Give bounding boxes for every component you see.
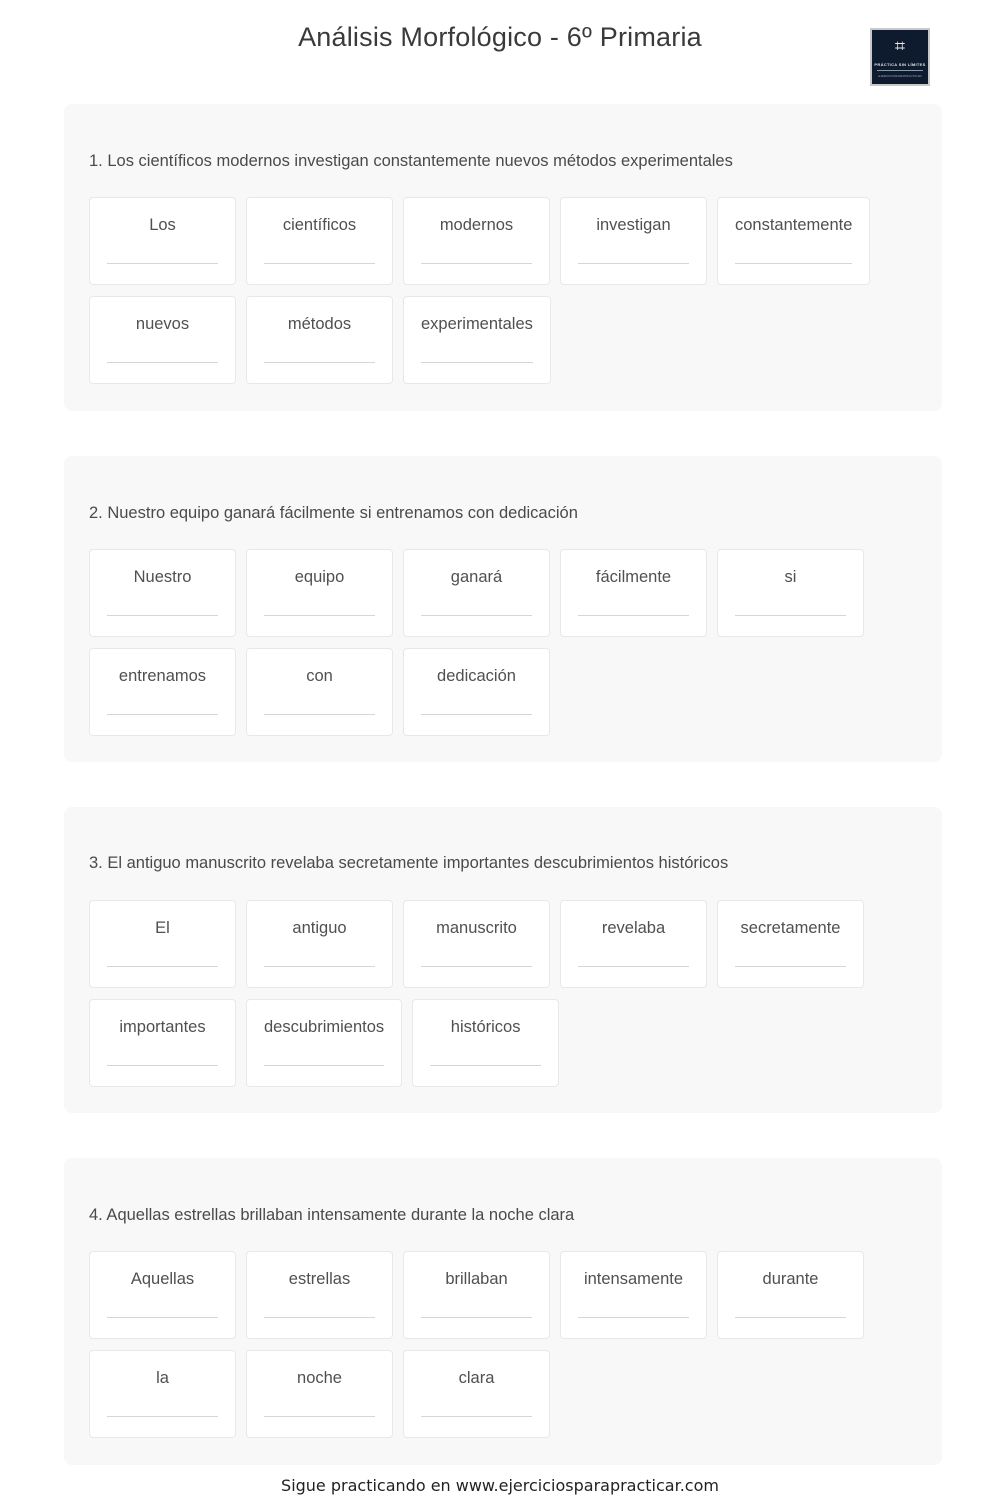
word-box[interactable] — [246, 549, 393, 637]
answer-line[interactable] — [421, 1416, 532, 1417]
answer-line[interactable] — [107, 966, 218, 967]
word-label: con — [306, 667, 333, 685]
word-box[interactable] — [560, 900, 707, 988]
word-label: Nuestro — [133, 568, 192, 586]
answer-line[interactable] — [107, 714, 218, 715]
brand-logo — [870, 28, 930, 86]
answer-line[interactable] — [421, 714, 532, 715]
word-label: importantes — [119, 1018, 206, 1036]
answer-line[interactable] — [264, 1416, 375, 1417]
page-title: Análisis Morfológico - 6º Primaria — [298, 22, 702, 52]
word-box[interactable] — [403, 549, 550, 637]
exercise-card-4 — [64, 1158, 942, 1465]
exercise-card-2 — [64, 456, 942, 762]
answer-line[interactable] — [735, 263, 852, 264]
word-box[interactable] — [403, 197, 550, 285]
word-label: la — [156, 1369, 169, 1387]
word-box[interactable] — [246, 1350, 393, 1438]
exercise-title: 2. Nuestro equipo ganará fácilmente si entrenamos con dedicación — [89, 504, 578, 522]
answer-line[interactable] — [107, 1416, 218, 1417]
word-grid — [89, 900, 919, 1087]
word-box[interactable] — [246, 900, 393, 988]
word-box[interactable] — [403, 648, 550, 736]
logo-mark-icon: ⌗ — [894, 36, 906, 57]
word-box[interactable] — [412, 999, 559, 1087]
answer-line[interactable] — [264, 1317, 375, 1318]
exercise-card-1 — [64, 104, 942, 411]
word-label: clara — [458, 1369, 495, 1387]
word-label: intensamente — [583, 1270, 684, 1288]
word-box[interactable] — [89, 648, 236, 736]
word-label: históricos — [450, 1018, 521, 1036]
answer-line[interactable] — [264, 263, 375, 264]
word-label: investigan — [596, 216, 671, 234]
word-box[interactable] — [246, 648, 393, 736]
answer-line[interactable] — [107, 1065, 218, 1066]
word-grid — [89, 197, 919, 384]
answer-line[interactable] — [264, 362, 375, 363]
answer-line[interactable] — [421, 615, 532, 616]
word-label: fácilmente — [595, 568, 672, 586]
word-box[interactable] — [717, 549, 864, 637]
word-grid — [89, 549, 919, 736]
word-grid — [89, 1251, 919, 1438]
word-label: Los — [149, 216, 176, 234]
exercise-title: 1. Los científicos modernos investigan constantemente nuevos métodos experimentales — [89, 152, 733, 170]
word-label: entrenamos — [118, 667, 207, 685]
answer-line[interactable] — [421, 263, 532, 264]
logo-tagline: PRÁCTICA SIN LÍMITES — [874, 62, 926, 67]
word-label: dedicación — [437, 667, 516, 685]
word-box[interactable] — [89, 900, 236, 988]
answer-line[interactable] — [264, 714, 375, 715]
word-box[interactable] — [403, 1251, 550, 1339]
answer-line[interactable] — [578, 1317, 689, 1318]
word-box[interactable] — [246, 197, 393, 285]
word-label: El — [155, 919, 170, 937]
answer-line[interactable] — [578, 263, 689, 264]
answer-line[interactable] — [735, 615, 846, 616]
answer-line[interactable] — [107, 263, 218, 264]
word-box[interactable] — [89, 999, 236, 1087]
word-label: noche — [297, 1369, 342, 1387]
word-label: estrellas — [288, 1270, 351, 1288]
answer-line[interactable] — [107, 615, 218, 616]
word-label: nuevos — [135, 315, 190, 333]
word-label: experimentales — [421, 315, 533, 333]
word-label: descubrimientos — [264, 1018, 385, 1036]
word-label: ganará — [450, 568, 503, 586]
answer-line[interactable] — [735, 966, 846, 967]
word-box[interactable] — [89, 296, 236, 384]
answer-line[interactable] — [578, 966, 689, 967]
word-box[interactable] — [246, 1251, 393, 1339]
word-box[interactable] — [560, 549, 707, 637]
word-box[interactable] — [89, 197, 236, 285]
word-label: métodos — [287, 315, 352, 333]
word-box[interactable] — [403, 296, 551, 384]
word-label: antiguo — [292, 919, 347, 937]
answer-line[interactable] — [735, 1317, 846, 1318]
answer-line[interactable] — [421, 1317, 532, 1318]
word-box[interactable] — [89, 1251, 236, 1339]
footer-text: Sigue practicando en www.ejerciciosparapracticar.com — [281, 1476, 719, 1495]
word-label: equipo — [294, 568, 345, 586]
word-box[interactable] — [89, 1350, 236, 1438]
logo-subtitle: EJERCICIOSPARAPRACTICAR — [878, 74, 922, 78]
word-box[interactable] — [560, 1251, 707, 1339]
word-label: secretamente — [740, 919, 841, 937]
word-box[interactable] — [717, 1251, 864, 1339]
word-label: constantemente — [735, 216, 853, 234]
word-label: manuscrito — [436, 919, 517, 937]
answer-line[interactable] — [264, 615, 375, 616]
word-box[interactable] — [717, 197, 870, 285]
answer-line[interactable] — [430, 1065, 541, 1066]
answer-line[interactable] — [264, 1065, 384, 1066]
word-box[interactable] — [403, 900, 550, 988]
answer-line[interactable] — [264, 966, 375, 967]
word-box[interactable] — [717, 900, 864, 988]
answer-line[interactable] — [421, 362, 533, 363]
word-label: Aquellas — [130, 1270, 195, 1288]
word-label: modernos — [439, 216, 514, 234]
logo-divider — [877, 70, 923, 71]
word-label: brillaban — [445, 1270, 508, 1288]
answer-line[interactable] — [578, 615, 689, 616]
word-box[interactable] — [246, 296, 393, 384]
word-box[interactable] — [246, 999, 402, 1087]
exercise-title: 3. El antiguo manuscrito revelaba secretamente importantes descubrimientos históricos — [89, 854, 729, 872]
word-box[interactable] — [560, 197, 707, 285]
exercise-title: 4. Aquellas estrellas brillaban intensamente durante la noche clara — [89, 1206, 575, 1224]
answer-line[interactable] — [421, 966, 532, 967]
word-label: si — [784, 568, 797, 586]
exercise-card-3 — [64, 807, 942, 1113]
answer-line[interactable] — [107, 1317, 218, 1318]
word-label: revelaba — [601, 919, 666, 937]
answer-line[interactable] — [107, 362, 218, 363]
word-label: durante — [762, 1270, 819, 1288]
word-box[interactable] — [403, 1350, 550, 1438]
word-label: científicos — [282, 216, 357, 234]
word-box[interactable] — [89, 549, 236, 637]
